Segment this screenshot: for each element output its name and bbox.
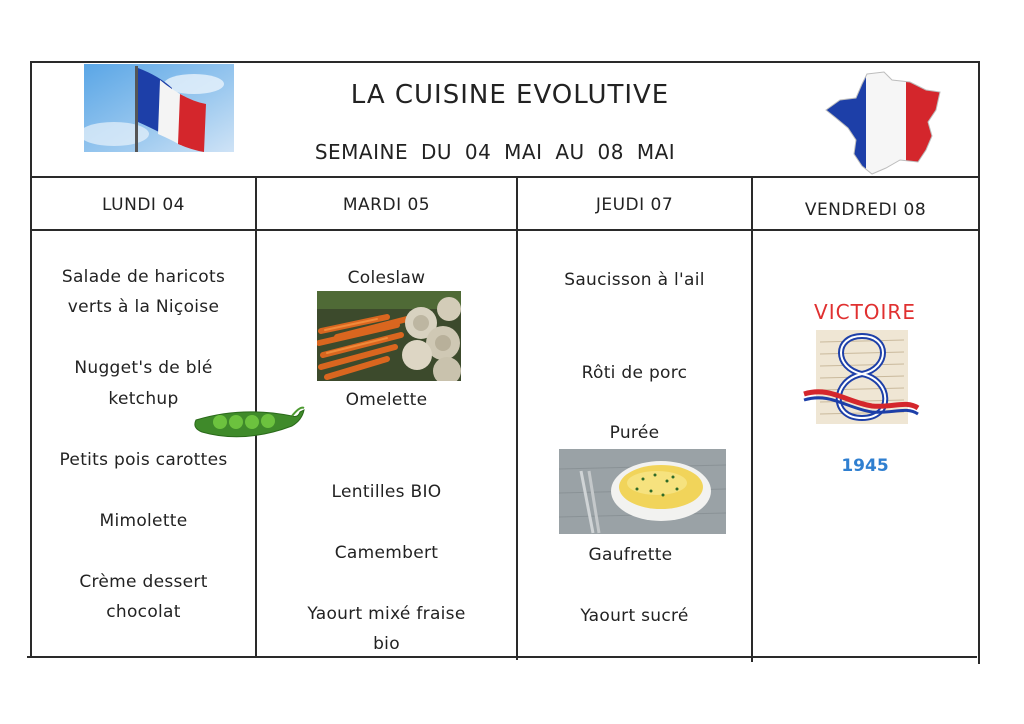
page-title: LA CUISINE EVOLUTIVE [350,80,670,110]
jeudi-item: Gaufrette [588,545,673,565]
days-row-bottom-border [30,229,980,231]
table-top-border [30,61,980,63]
lundi-item: ketchup [108,389,179,409]
jeudi-item: Purée [609,423,660,443]
day-header-lundi: LUNDI 04 [102,195,185,215]
french-flag-photo-icon [84,64,234,152]
france-map-flag-icon [822,70,946,178]
victory-year: 1945 [841,456,889,476]
day-header-jeudi: JEUDI 07 [595,195,674,215]
mardi-item: bio [373,634,400,654]
mardi-item: Camembert [334,543,439,563]
week-subtitle: SEMAINE DU 04 MAI AU 08 MAI [314,140,676,164]
column-divider-3 [751,176,753,662]
day-header-vendredi: VENDREDI 08 [804,200,927,220]
victory-eight-ribbon-icon [800,328,920,426]
lundi-item: Mimolette [99,511,188,531]
jeudi-item: Yaourt sucré [580,606,689,626]
mardi-item: Coleslaw [347,268,426,288]
lundi-item: Crème dessert [79,572,208,592]
lundi-item: Nugget's de blé [74,358,213,378]
day-header-mardi: MARDI 05 [342,195,431,215]
mardi-item: Omelette [345,390,428,410]
victoire-label: VICTOIRE [814,300,916,324]
mardi-item: Lentilles BIO [331,482,442,502]
jeudi-item: Rôti de porc [581,363,688,383]
mashed-potato-bowl-photo [559,449,726,534]
jeudi-item: Saucisson à l'ail [564,270,705,290]
lundi-item: verts à la Niçoise [67,297,220,317]
lundi-item: Petits pois carottes [59,450,228,470]
carrots-and-cauliflower-photo [317,291,461,381]
table-right-border [978,61,980,664]
mardi-item: Yaourt mixé fraise [307,604,466,624]
lundi-item: Salade de haricots [61,267,226,287]
lundi-item: chocolat [106,602,181,622]
